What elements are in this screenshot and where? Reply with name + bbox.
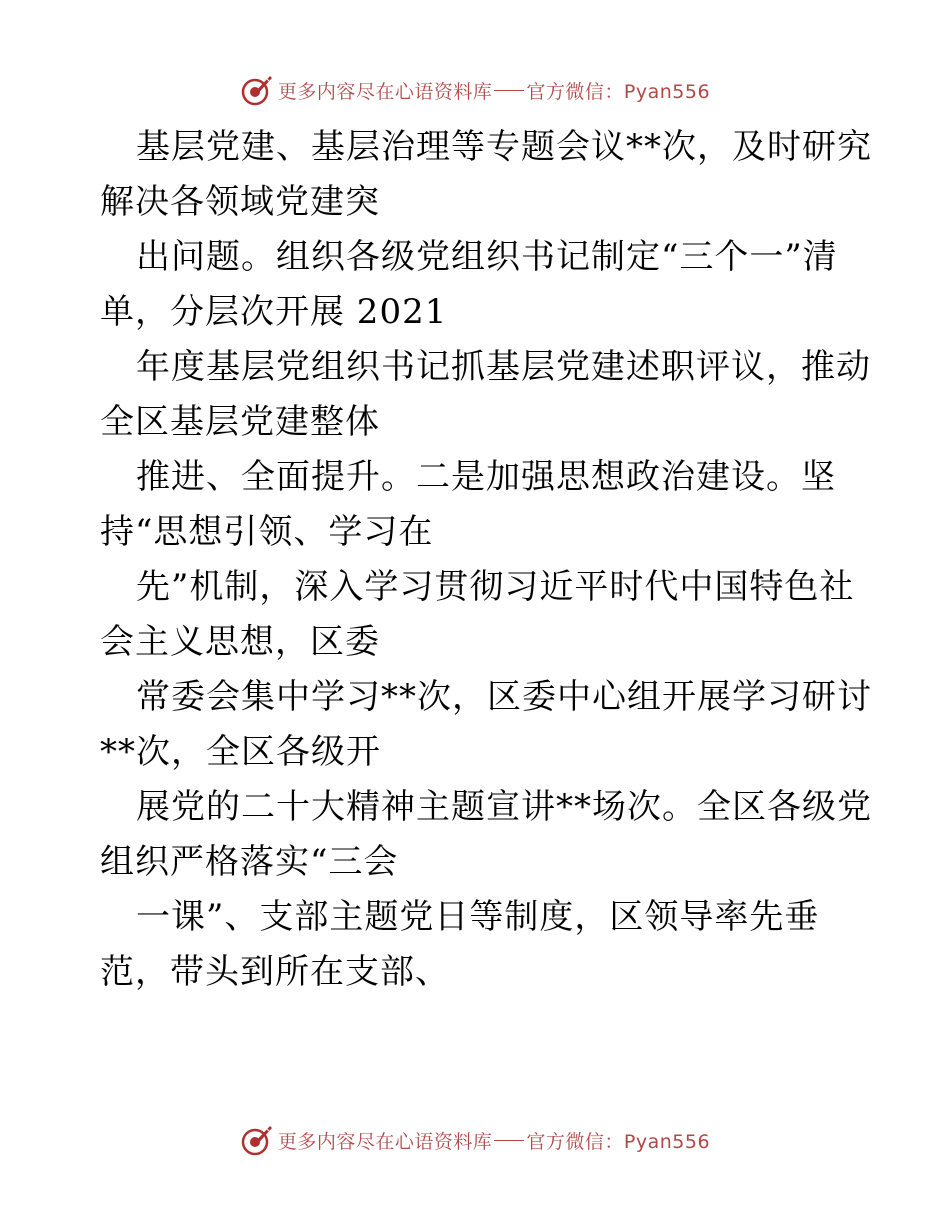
paragraph — [100, 560, 860, 670]
paragraph-line: 年度基层党组织书记抓基层党建述职评议，推动 — [136, 347, 871, 387]
paragraph — [100, 340, 871, 450]
paragraph-line: 解决各领域党建突 — [100, 182, 380, 222]
watermark-separator — [494, 90, 524, 91]
watermark-text: 更多内容尽在心语资料库 — [277, 1130, 493, 1153]
watermark-separator — [494, 1140, 524, 1141]
paragraph-line: 先”机制，深入学习贯彻习近平时代中国特色社 — [136, 567, 855, 607]
paragraph-line: 全区基层党建整体 — [100, 402, 380, 442]
paragraph-line: 范，带头到所在支部、 — [100, 952, 450, 992]
watermark-contact: 官方微信：Pyan556 — [526, 1130, 711, 1153]
paragraph-line: **次，全区各级开 — [100, 732, 381, 772]
paragraph-line: 出问题。组织各级党组织书记制定“三个一”清 — [136, 237, 838, 277]
paragraph-line: 基层党建、基层治理等专题会议**次，及时研究 — [136, 127, 872, 167]
paragraph-line: 常委会集中学习**次，区委中心组开展学习研讨 — [136, 677, 872, 717]
paragraph-line: 一课”、支部主题党日等制度，区领导率先垂 — [136, 897, 820, 937]
quill-logo-icon — [240, 73, 274, 107]
paragraph — [100, 120, 872, 230]
paragraph-line: 推进、全面提升。二是加强思想政治建设。坚 — [136, 457, 836, 497]
document-body — [100, 120, 872, 1000]
paragraph — [100, 230, 860, 340]
paragraph-line: 会主义思想，区委 — [100, 622, 380, 662]
paragraph-line: 展党的二十大精神主题宣讲**场次。全区各级党 — [136, 787, 872, 827]
header-watermark — [0, 70, 950, 110]
paragraph-line: 持“思想引领、学习在 — [100, 512, 434, 552]
footer-watermark — [0, 1120, 950, 1160]
paragraph — [100, 670, 872, 780]
watermark-text: 更多内容尽在心语资料库 — [277, 80, 493, 103]
watermark-contact: 官方微信：Pyan556 — [526, 80, 711, 103]
paragraph-line: 组织严格落实“三会 — [100, 842, 399, 882]
paragraph — [100, 890, 860, 1000]
paragraph — [100, 450, 860, 560]
paragraph-line: 单，分层次开展 2021 — [100, 292, 448, 332]
paragraph — [100, 780, 872, 890]
quill-logo-icon — [240, 1123, 274, 1157]
